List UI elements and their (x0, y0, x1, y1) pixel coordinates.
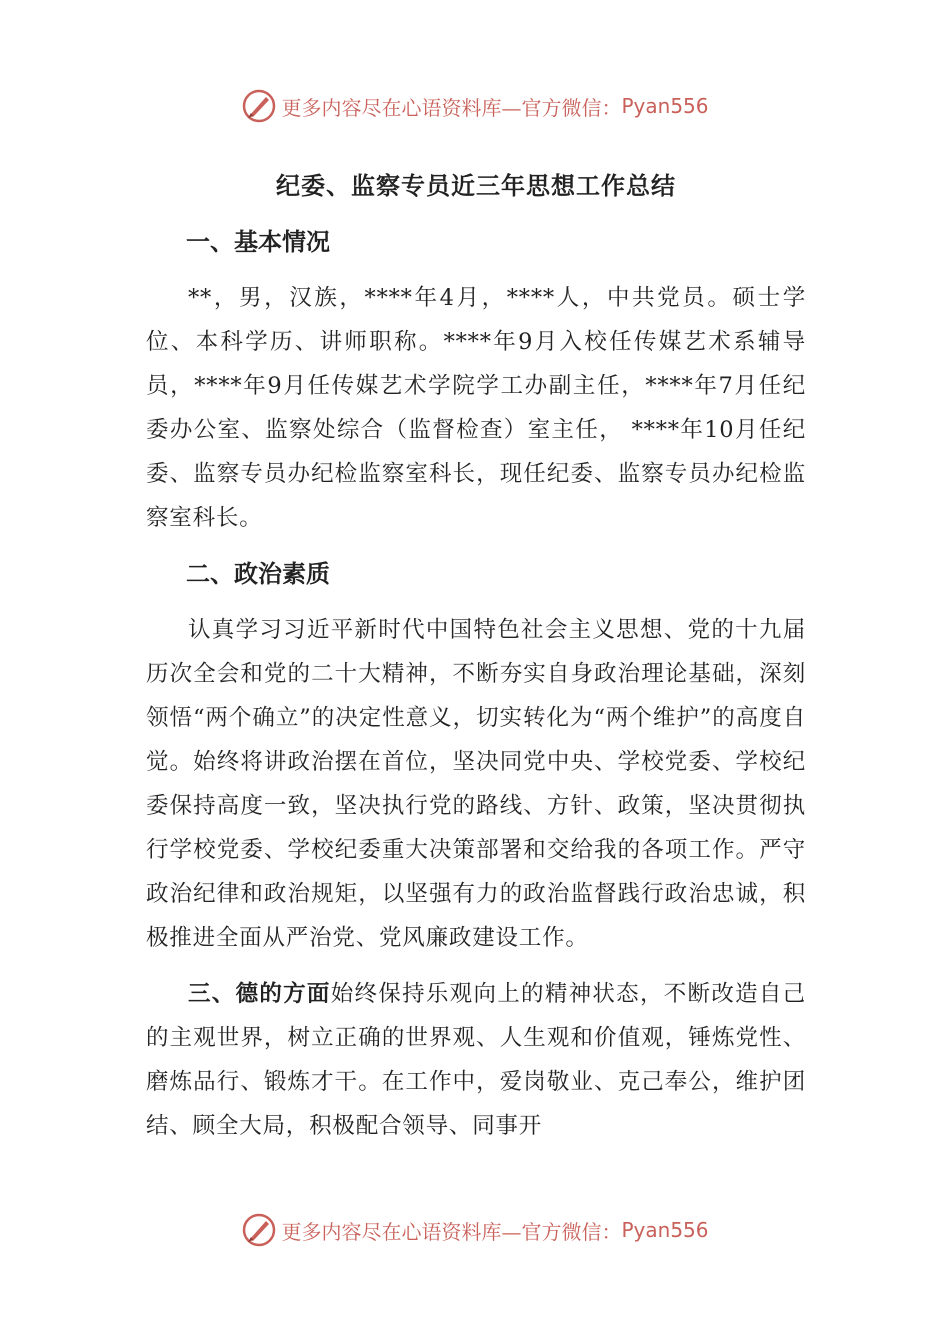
quill-logo-icon (241, 1212, 277, 1248)
watermark-wechat-id: Pyan556 (621, 1218, 709, 1242)
watermark-banner-top (0, 84, 950, 128)
section-paragraph-political-quality: 认真学习习近平新时代中国特色社会主义思想、党的十九届历次全会和党的二十大精神，不断夯实自身政治理论基础，深刻领悟“两个确立”的决定性意义，切实转化为“两个维护”的高度自觉。始终将讲政治摆在首位，坚决同党中央、学校党委、学校纪委保持高度一致，坚决执行党的路线、方针、政策，坚决贯彻执行学校党委、学校纪委重大决策部署和交给我的各项工作。严守政治纪律和政治规矩，以坚强有力的政治监督践行政治忠诚，积极推进全面从严治党、党风廉政建设工作。 (146, 617, 806, 951)
section-heading-moral: 三、德的方面 (188, 981, 331, 1007)
watermark-wechat-id: Pyan556 (621, 94, 709, 118)
section-heading-political-quality: 二、政治素质 (186, 560, 330, 588)
section-heading-basic-info: 一、基本情况 (186, 228, 330, 256)
watermark-banner-bottom (0, 1208, 950, 1252)
watermark-text: 更多内容尽在心语资料库—官方微信： (281, 1219, 622, 1244)
document-body (146, 160, 806, 1160)
document-title: 纪委、监察专员近三年思想工作总结 (276, 172, 676, 200)
section-paragraph-basic-info: **，男，汉族，****年4月，****人，中共党员。硕士学位、本科学历、讲师职称。****年9月入校任传媒艺术系辅导员，****年9月任传媒艺术学院学工办副主任，****年7月任纪委办公室、监察处综合（监督检查）室主任， ****年10月任纪委、监察专员办纪检监察室科长，现任纪委、监察专员办纪检监察室科长。 (146, 285, 806, 531)
section-moral (146, 972, 806, 1148)
watermark-text: 更多内容尽在心语资料库—官方微信： (281, 95, 622, 120)
quill-logo-icon (241, 88, 277, 124)
section-paragraph-moral: 始终保持乐观向上的精神状态，不断改造自己的主观世界，树立正确的世界观、人生观和价值观，锤炼党性、磨炼品行、锻炼才干。在工作中，爱岗敬业、克己奉公，维护团结、顾全大局，积极配合领导、同事开 (146, 981, 806, 1139)
